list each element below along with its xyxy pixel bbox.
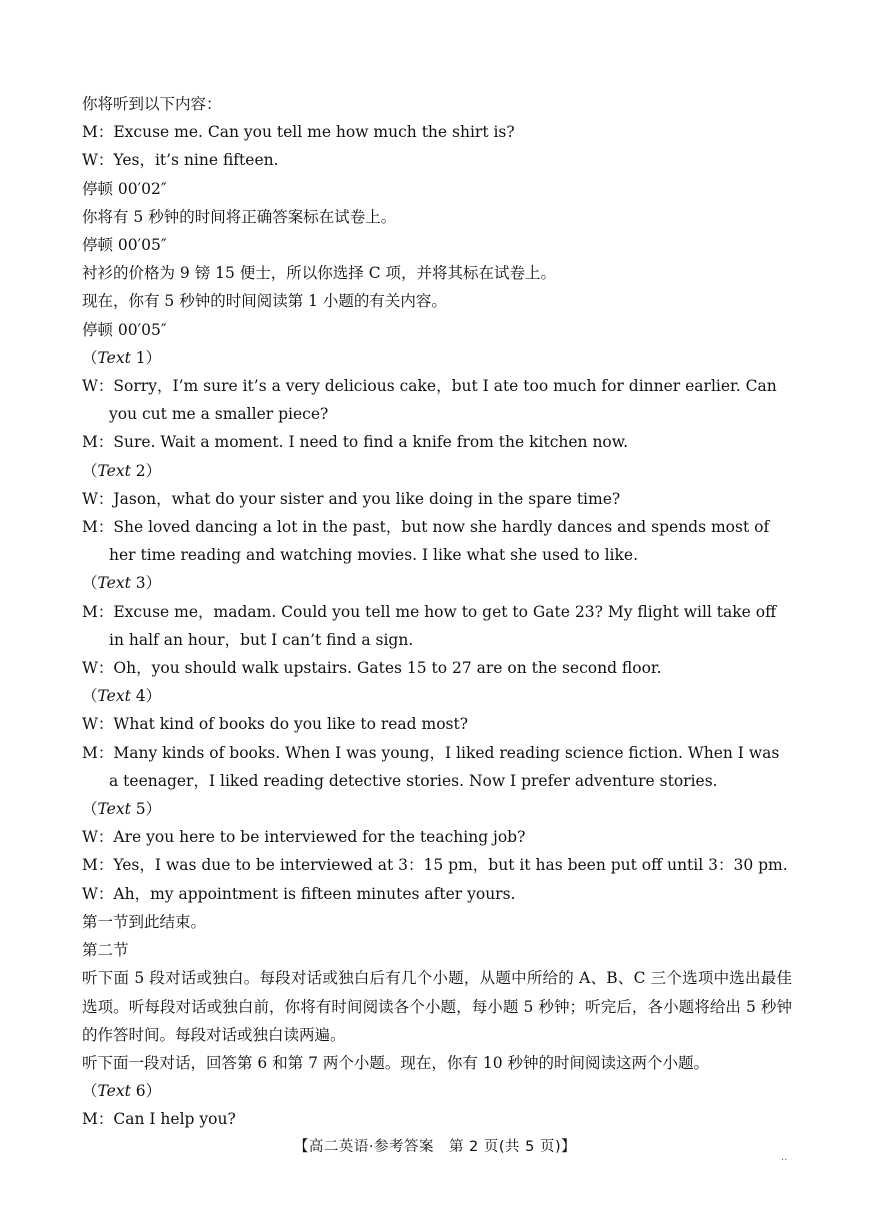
corner-mark: .. — [781, 1152, 788, 1163]
text-4-label: （Text 4） — [82, 687, 162, 706]
dialogue-line: M：She loved dancing a lot in the past，but now she hardly dances and spends most of her time reading and watching movies. I like what she used to like. — [82, 518, 770, 565]
question-instructions: 听下面一段对话，回答第 6 和第 7 两个小题。现在，你有 10 秒钟的时间阅读这两个小题。 — [82, 1053, 710, 1072]
text-1-label: （Text 1） — [82, 348, 162, 367]
dialogue-line: M：Many kinds of books. When I was young，I liked reading science fiction. When I was a teenager，I liked reading detective stories. Now I prefer adventure stories. — [82, 743, 780, 790]
dialogue-line: W：Oh，you should walk upstairs. Gates 15 to 27 are on the second floor. — [82, 659, 662, 678]
text-5-label: （Text 5） — [82, 800, 162, 819]
dialogue-line: M：Excuse me，madam. Could you tell me how to get to Gate 23? My flight will take off in half an hour，but I can’t find a sign. — [82, 602, 777, 649]
text-number: 3） — [130, 574, 162, 593]
text-word: Text — [97, 574, 131, 593]
text-number: 4） — [130, 687, 162, 706]
text-number: 5） — [130, 800, 162, 819]
text-2-label: （Text 2） — [82, 461, 162, 480]
example-answer-line: 衬衫的价格为 9 镑 15 便士，所以你选择 C 项，并将其标在试卷上。 — [82, 264, 557, 283]
intro-line: 你将听到以下内容： — [82, 95, 222, 113]
text-number: 1） — [130, 348, 162, 367]
pause-line: 停顿 00′02″ — [82, 179, 167, 198]
text-3-label: （Text 3） — [82, 574, 162, 593]
dialogue-line: M：Can I help you? — [82, 1110, 236, 1129]
text-number: 6） — [130, 1082, 162, 1101]
section-title: 第二节 — [82, 941, 129, 960]
text-word: Text — [97, 348, 131, 367]
dialogue-line: W：What kind of books do you like to read most? — [82, 715, 469, 734]
text-word: Text — [97, 800, 131, 819]
dialogue-line: W：Jason，what do your sister and you like doing in the spare time? — [82, 489, 621, 508]
text-word: Text — [97, 461, 131, 480]
dialogue-line: M：Yes，I was due to be interviewed at 3：15 pm，but it has been put off until 3：30 pm. — [82, 856, 788, 875]
page-content — [82, 90, 792, 1134]
pause-line: 停顿 00′05″ — [82, 320, 167, 339]
dialogue-line: M：Sure. Wait a moment. I need to find a knife from the kitchen now. — [82, 433, 629, 452]
page-footer: 【高二英语·参考答案 第 2 页(共 5 页)】 — [293, 1139, 577, 1155]
example-woman-line: W：Yes，it’s nine fifteen. — [82, 151, 279, 170]
text-word: Text — [97, 1082, 131, 1101]
example-man-line: M：Excuse me. Can you tell me how much the shirt is? — [82, 123, 515, 142]
instruction-line: 你将有 5 秒钟的时间将正确答案标在试卷上。 — [82, 207, 397, 226]
dialogue-line: W：Ah，my appointment is fifteen minutes after yours. — [82, 884, 516, 903]
section-end-line: 第一节到此结束。 — [82, 912, 207, 931]
text-number: 2） — [130, 461, 162, 480]
pause-line: 停顿 00′05″ — [82, 236, 167, 255]
text-word: Text — [97, 687, 131, 706]
section-instructions: 听下面 5 段对话或独白。每段对话或独白后有几个小题，从题中所给的 A、B、C 三个选项中选出最佳选项。听每段对话或独白前，你将有时间阅读各个小题，每小题 5 秒钟；听完后，各小题将给出 5 秒钟的作答时间。每段对话或独白读两遍。 — [82, 969, 792, 1044]
dialogue-line: W：Sorry，I’m sure it’s a very delicious cake，but I ate too much for dinner earlier. Can you cut me a smaller piece? — [82, 377, 777, 424]
text-6-label: （Text 6） — [82, 1082, 162, 1101]
instruction-line: 现在，你有 5 秒钟的时间阅读第 1 小题的有关内容。 — [82, 292, 447, 311]
dialogue-line: W：Are you here to be interviewed for the teaching job? — [82, 828, 526, 847]
